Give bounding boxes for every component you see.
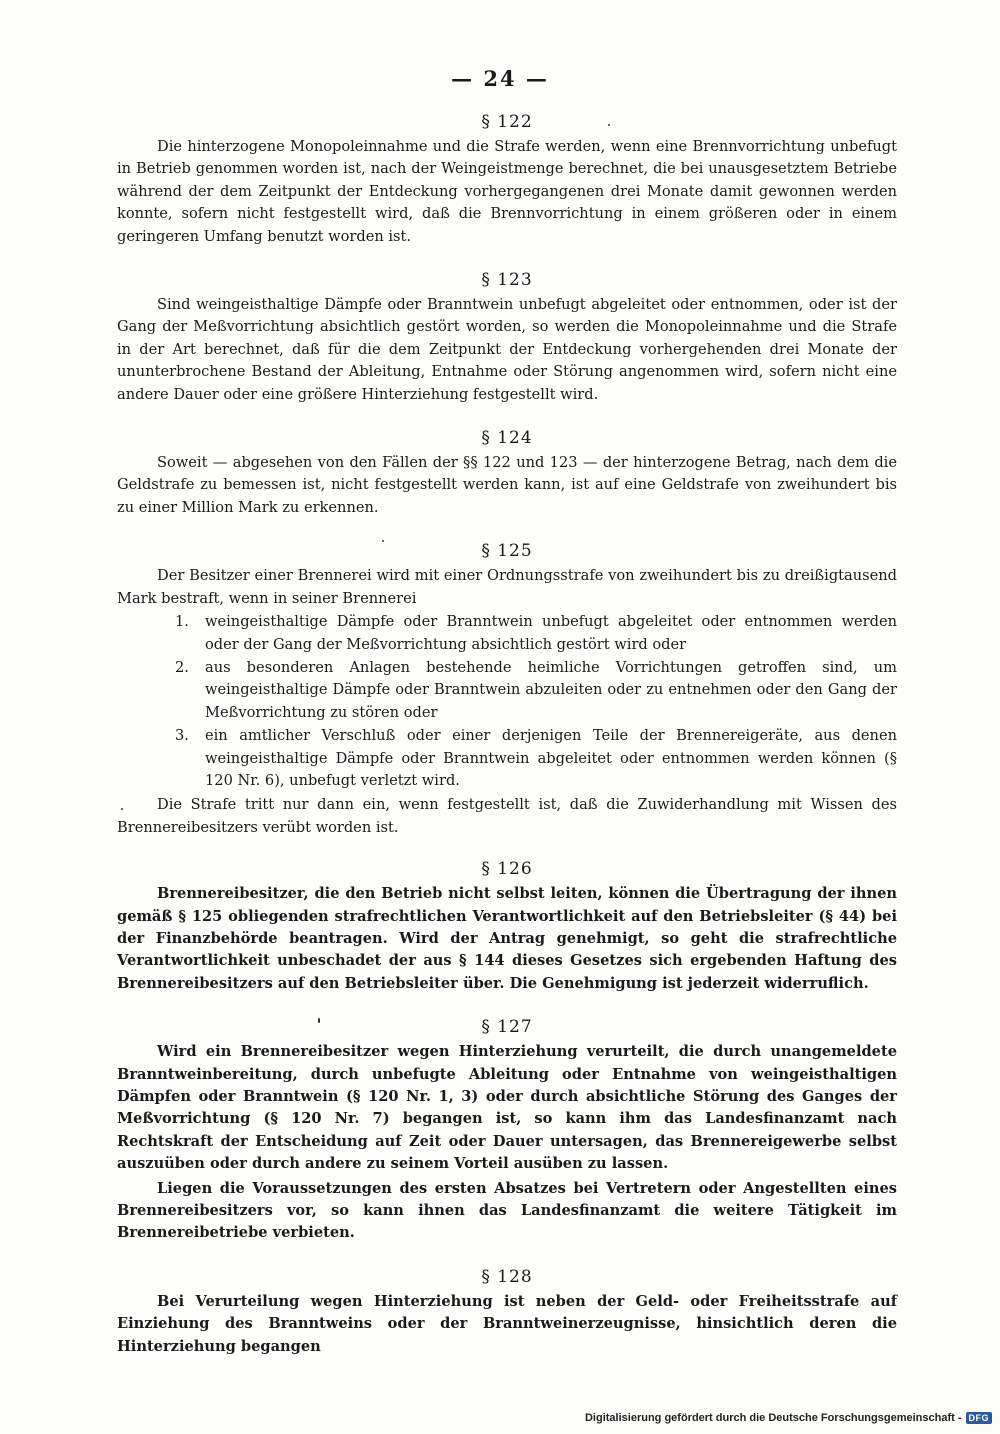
- section-number: § 124: [481, 428, 533, 449]
- list-item: [117, 657, 897, 724]
- list-item: [117, 611, 897, 656]
- section-number: § 123: [481, 270, 533, 291]
- section-text: Sind weingeisthaltige Dämpfe oder Branntwein unbefugt abgeleitet oder entnommen, oder ist der Gang der Meßvorrichtung absichtlich gestört worden, so werden die Monopoleinnahme und die Strafe in der Art berechnet, daß für die dem Zeitpunkt der Entdeckung vorhergehenden drei Monate der ununterbrochene Bestand der Ableitung, Entnahme oder Störung angenommen wird, sofern nicht eine andere Dauer oder eine größere Hinterziehung festgestellt wird.: [117, 296, 897, 403]
- section-number: § 128: [481, 1266, 533, 1287]
- section-text: Bei Verurteilung wegen Hinterziehung ist neben der Geld- oder Freiheitsstrafe auf Einziehung des Branntweins oder der Branntweinerzeugnisse, hinsichtlich deren die Hinterziehung begangen: [117, 1292, 897, 1355]
- list-item-number: 2.: [175, 658, 189, 676]
- scan-speck: [121, 808, 123, 810]
- enumeration-list: [117, 611, 897, 792]
- credit-text: Digitalisierung gefördert durch die Deutsche Forschungsgemeinschaft -: [584, 1412, 962, 1424]
- scan-speck: [382, 540, 384, 542]
- digitization-credit: [585, 1412, 992, 1424]
- section-127: [117, 1017, 897, 1245]
- section-125: [117, 541, 897, 839]
- list-item-number: 3.: [175, 727, 189, 745]
- list-item: [117, 725, 897, 792]
- section-number: § 126: [481, 859, 533, 880]
- section-text-2: Liegen die Voraussetzungen des ersten Absatzes bei Vertretern oder Angestellten eines Brennereibesitzers vor, so kann ihnen das Landesfinanzamt die weitere Tätigkeit im Brennereibetriebe verbieten.: [117, 1179, 897, 1242]
- list-item-number: 1.: [175, 613, 189, 631]
- section-intro: Der Besitzer einer Brennerei wird mit einer Ordnungsstrafe von zweihundert bis zu dreißigtausend Mark bestraft, wenn in seiner Brennerei: [117, 567, 897, 607]
- page-number: — 24 —: [451, 66, 549, 91]
- section-closing: Die Strafe tritt nur dann ein, wenn festgestellt ist, daß die Zuwiderhandlung mit Wissen des Brennereibesitzers verübt worden ist.: [117, 796, 897, 836]
- section-126: [117, 859, 897, 995]
- section-number: § 127: [481, 1017, 533, 1038]
- section-128: [117, 1267, 897, 1358]
- list-item-text: weingeisthaltige Dämpfe oder Branntwein unbefugt abgeleitet oder entnommen werden oder der Gang der Meßvorrichtung absichtlich gestört wird oder: [205, 613, 897, 653]
- section-text: Die hinterzogene Monopoleinnahme und die Strafe werden, wenn eine Brennvorrichtung unbefugt in Betrieb genommen worden ist, nach der Weingeistmenge berechnet, die bei unausgesetztem Betriebe während der dem Zeitpunkt der Entdeckung vorhergegangenen drei Monate damit gewonnen werden konnte, sofern nicht festgestellt wird, daß die Brennvorrichtung in einem größeren oder in einem geringeren Umfang benutzt worden ist.: [117, 138, 897, 245]
- section-124: [117, 428, 897, 519]
- text-column: [117, 112, 897, 1380]
- list-item-text: ein amtlicher Verschluß oder einer derjenigen Teile der Brennereigeräte, aus denen weingeisthaltige Dämpfe oder Branntwein abgeleitet oder entnommen werden können (§ 120 Nr. 6), unbefugt verletzt wird.: [205, 727, 897, 789]
- section-122: [117, 112, 897, 248]
- scan-speck: [608, 124, 610, 126]
- section-123: [117, 270, 897, 406]
- section-number: § 122: [481, 112, 533, 132]
- dfg-logo: DFG: [966, 1412, 993, 1424]
- scan-speck: [318, 1018, 320, 1023]
- section-text-1: Wird ein Brennereibesitzer wegen Hinterziehung verurteilt, die durch unangemeldete Branntweinbereitung, durch unbefugte Ableitung oder Entnahme von weingeisthaltigen Dämpfen oder Branntwein (§ 120 Nr. 1, 3) oder durch absichtliche Störung des Ganges der Meßvorrichtung (§ 120 Nr. 7) begangen ist, so kann ihm das Landesfinanzamt nach Rechtskraft der Entscheidung auf Zeit oder Dauer untersagen, das Brennereigewerbe selbst auszuüben oder durch andere zu seinem Vorteil ausüben zu lassen.: [117, 1043, 897, 1173]
- section-text: Soweit — abgesehen von den Fällen der §§ 122 und 123 — der hinterzogene Betrag, nach dem die Geldstrafe zu bemessen ist, nicht festgestellt werden kann, ist auf eine Geldstrafe von zweihundert bis zu einer Million Mark zu erkennen.: [117, 454, 897, 516]
- section-number: § 125: [481, 541, 533, 562]
- list-item-text: aus besonderen Anlagen bestehende heimliche Vorrichtungen getroffen sind, um weingeisthaltige Dämpfe oder Branntwein abzuleiten oder zu entnehmen oder den Gang der Meßvorrichtung zu stören oder: [205, 658, 897, 721]
- section-text: Brennereibesitzer, die den Betrieb nicht selbst leiten, können die Übertragung der ihnen gemäß § 125 obliegenden strafrechtlichen Verantwortlichkeit auf den Betriebsleiter (§ 44) bei der Finanzbehörde beantragen. Wird der Antrag genehmigt, so geht die strafrechtliche Verantwortlichkeit unbeschadet der aus § 144 dieses Gesetzes sich ergebenden Haftung des Brennereibesitzers auf den Betriebsleiter über. Die Genehmigung ist jederzeit widerruflich.: [117, 885, 897, 992]
